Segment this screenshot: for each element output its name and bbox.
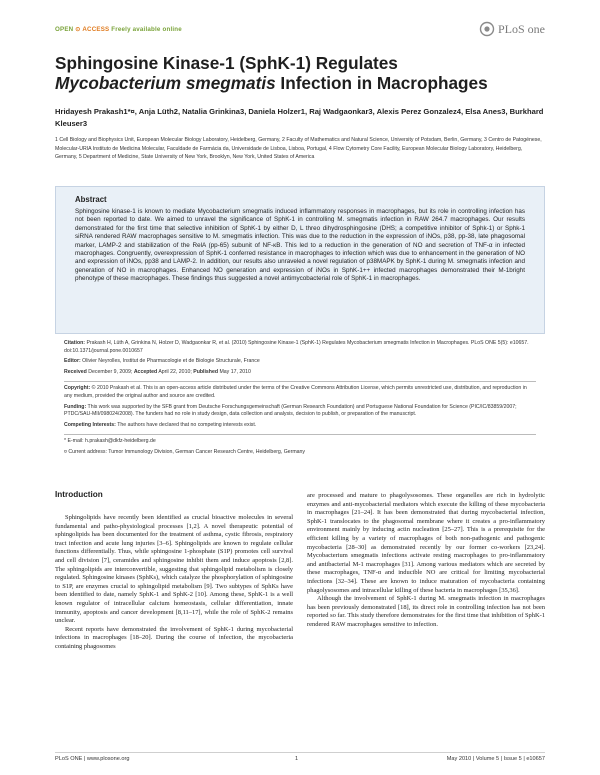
introduction-heading: Introduction xyxy=(55,490,103,499)
open-access-badge: OPEN ⊙ ACCESS Freely available online xyxy=(55,26,182,33)
footer-issue: May 2010 | Volume 5 | Issue 5 | e10657 xyxy=(446,756,545,762)
open-access-lock-icon: ⊙ xyxy=(75,26,81,33)
page-number: 1 xyxy=(295,756,299,762)
abstract-heading: Abstract xyxy=(75,195,107,204)
abstract-text: Sphingosine kinase-1 is known to mediate Mycobacterium smegmatis induced inflammatory responses in macrophages, but its role in controlling infection has not been reported to date. We aimed to unravel the significance of SphK-1 in controlling M. smegmatis infection in RAW 264.7 macrophages. Our results demonstrated for the first time that selective inhibition of SphK-1 by either D, L threo dihydrosphingosine (DHS; a competitive inhibitor of Sphk-1) or Sphk-1 siRNA rendered RAW macrophages sensitive to M. smegmatis infection. This was due to the reduction in the expression of iNOs, p38, pp-38, late phagosomal marker, LAMP-2 and stabilization of the RelA (pp-65) subunit of NF-κB. This led to a reduction in the generation of NO and secretion of TNF-α in infected macrophages. Congruently, overexpression of SphK-1 conferred resistance in macrophages to infection which was due to enhancement in the generation of NO and expression of iNOs, pp38 and LAMP-2. In addition, our results also unraveled a novel regulation of p38MAPK by SphK-1 during M. smegmatis infection and generation of NO in macrophages. Enhanced NO generation and expression of iNOs in SphK-1++ infected macrophages demonstrated their M-1bright phenotype of these macrophages. These findings thus suggested a novel antimycobacterial role of SphK-1 in macrophages. xyxy=(75,208,525,283)
right-column xyxy=(307,492,545,630)
intro-paragraph: Although the involvement of SphK-1 during M. smegmatis infection in macrophages has been previously demonstrated [18], its direct role in controlling infection has not been reported so far. This study therefore demonstrates for the first time that inhibition of SphK-1 rendered RAW macrophages sensitive to infection. xyxy=(307,595,545,628)
editor: Editor: Olivier Neyrolles, Institut de Pharmacologie et de Biologie Structurale, France xyxy=(64,358,260,365)
competing-interests: Competing Interests: The authors have declared that no competing interests exist. xyxy=(64,421,257,428)
page-header xyxy=(55,21,545,39)
copyright: Copyright: © 2010 Prakash et al. This is an open-access article distributed under the terms of the Creative Commons Attribution License, which permits unrestricted use, distribution, and reproduction in any medium, provided the original author and source are credited. xyxy=(64,381,536,400)
article-title: Sphingosine Kinase-1 (SphK-1) Regulates Mycobacterium smegmatis Infection in Macrophages xyxy=(55,53,488,93)
current-address: ¤ Current address: Tumor Immunology Division, German Cancer Research Centre, Heidelberg, Germany xyxy=(64,448,306,455)
page-footer xyxy=(55,752,545,764)
intro-paragraph: Recent reports have demonstrated the involvement of SphK-1 during mycobacterial infections in macrophages [18–20]. During the course of infection, the mycobacteria containing phagosomes xyxy=(55,625,293,650)
citation: Citation: Prakash H, Lüth A, Grinkina N, Holzer D, Wadgaonkar R, et al. (2010) Sphingosine Kinase-1 (SphK-1) Regulates Mycobacterium smegmatis Infection in Macrophages. PLoS ONE 5(5): e10657. doi:10.1371/journal.pone.0010657 xyxy=(64,340,529,354)
article-metadata xyxy=(64,337,536,457)
plos-logo-icon xyxy=(479,21,495,37)
funding: Funding: This work was supported by the SFB grant from Deutsche Forschungsgemeinschaft (German Research Foundation) and Portuguese National Foundation for Science (PIC/IC/83859/2007; PTDC/SAU-MII/098024/2008). The funders had no role in study design, data collection and analysis, decision to publish, or preparation of the manuscript. xyxy=(64,403,517,418)
journal-logo: PLoS one xyxy=(479,21,545,37)
author-list: Hridayesh Prakash1*¤, Anja Lüth2, Natalia Grinkina3, Daniela Holzer1, Raj Wadgaonkar3, Alexis Perez Gonzalez4, Elsa Anes3, Burkhard Kleuser3 xyxy=(55,107,544,128)
left-column xyxy=(55,514,293,652)
dates: Received December 9, 2009; Accepted April 22, 2010; Published May 17, 2010 xyxy=(64,368,251,375)
intro-paragraph: are processed and mature to phagolysosomes. These organelles are rich in hydrolytic enzymes and anti-mycobacterial mediators which execute the killing of these mycobacteria in macrophages [21–24]. It has been demonstrated that during mycobacterial infection, SphK-1 translocates to the phagosomal membrane where it creates a pro-inflammatory environment mainly by inducing actin nucleation [25–27]. This is a prerequisite for the efficient killing by a variety of macrophages of both non-pathogenic and pathogenic mycobacteria [28–30] as demonstrated recently by our former co-workers [23,24]. Mycobacterium smegmatis infections activate resting macrophages to pro-inflammatory and antibacterial M-1 macrophages [31]. Among various mediators which are secreted by these macrophages, TNF-α and inducible NO are critical for limiting mycobacterial infections [32–34]. These are known to induce maturation of mycobacteria containing phagolysosomes and intracellular killing of these bacteria in macrophages [35,36]. xyxy=(307,492,545,594)
intro-paragraph: Sphingolipids have recently been identified as crucial bioactive molecules in several fundamental and patho-physiological processes [1,2]. A novel therapeutic potential of sphingolipids has been documented for the treatment of asthma, cystic fibrosis, respiratory tract infection and acute lung injuries [3–6]. Sphingolipids are known to regulate cellular functions differentially. Thus, while sphingosine 1-phosphate (S1P) promotes cell survival and cell division [7], ceramides and sphingosine inhibit them and induce apoptosis [2,8]. The sphingolipids are interconvertible, suggesting that sphingolipid metabolism is closely regulated. Sphingosine kinases (SphKs), which catalyze the phosphorylation of sphingosine to S1P, are enzymes crucial to sphingolipid metabolism [9]. Two subtypes of SphKs have been identified to date, namely SphK-1 and SphK-2 [10]. Among these, SphK-1 is a well known regulator of intracellular calcium homeostasis, cellular differentiation, innate immunity, apoptosis and cancer development [8,11–17], while the role of SphK-2 remains unclear. xyxy=(55,514,293,625)
corresponding-email: * E-mail: h.prakash@dkfz-heidelberg.de xyxy=(64,434,536,446)
abstract-box xyxy=(55,186,545,334)
footer-journal: PLoS ONE | www.plosone.org xyxy=(55,756,130,762)
affiliations: 1 Cell Biology and Biophysics Unit, European Molecular Biology Laboratory, Heidelberg, Germany, 2 Faculty of Mathematics and Natural Science, University of Potsdam, Berlin, Germany, 3 Centro de Patogénese, Molecular-URIA Instituto de Medicina Molecular, Faculdade de Farmácia da, Universidade de Lisboa, Lisboa, Portugal, 4 Flow Cytometry Core Facility, European Molecular Biology Laboratory, Heidelberg, Germany, 5 Department of Medicine, State University of New York, Brooklyn, New York, United States of America xyxy=(55,137,542,161)
